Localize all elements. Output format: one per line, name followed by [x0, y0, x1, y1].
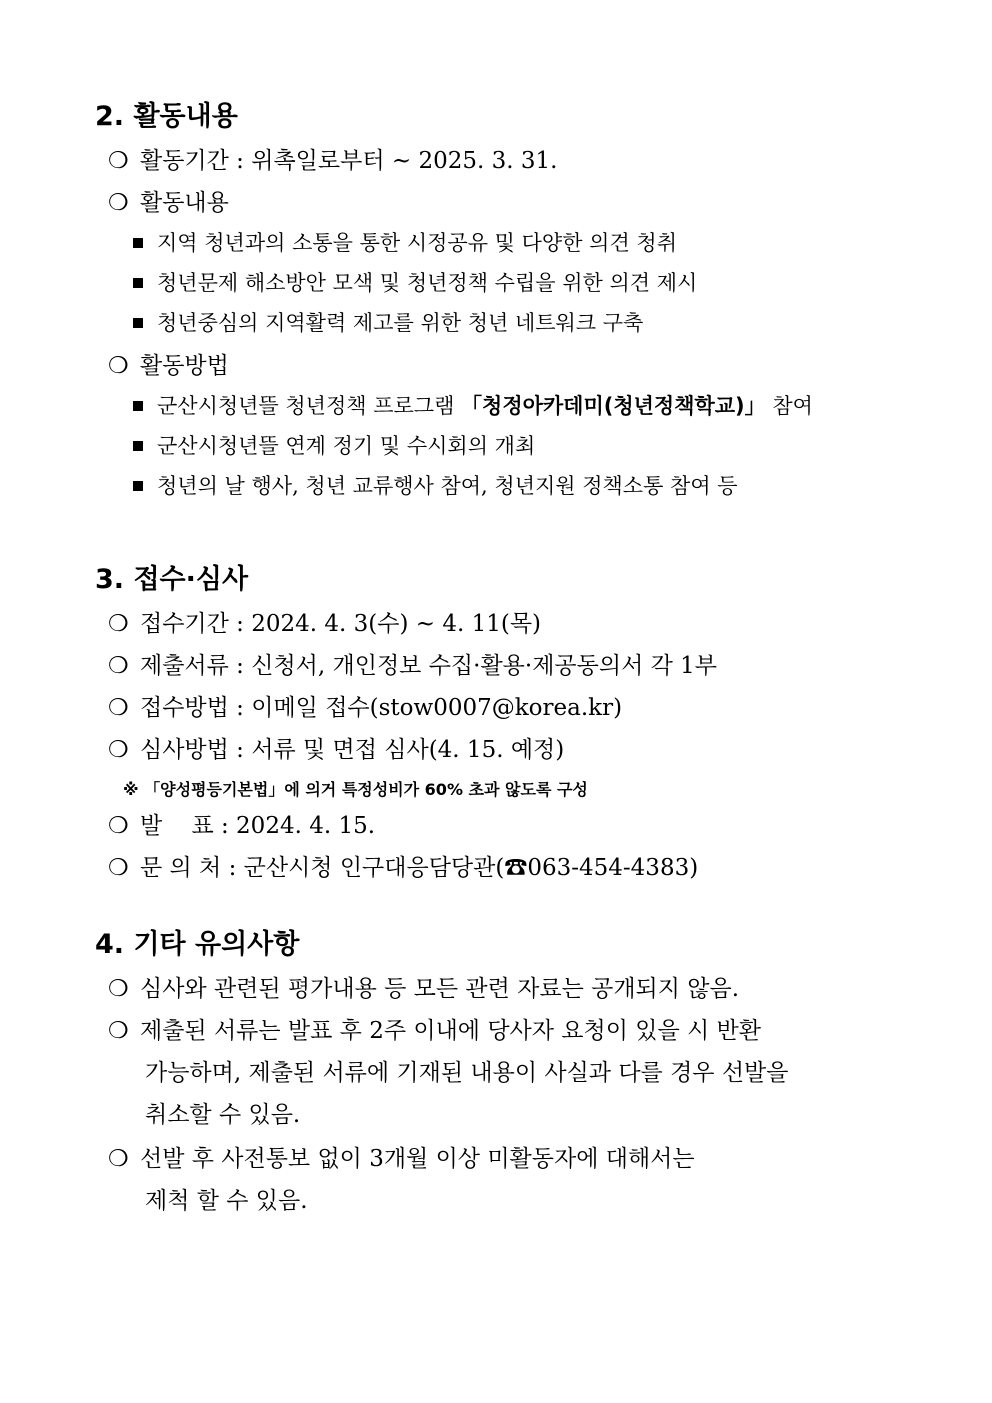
list-item: ❍ 선발 후 사전통보 없이 3개월 이상 미활동자에 대해서는 [108, 1143, 695, 1175]
list-item-continuation: 제척 할 수 있음. [145, 1188, 308, 1214]
sub-list-item: 군산시청년뜰 연계 정기 및 수시회의 개최 [133, 431, 535, 461]
square-bullet-icon [133, 238, 143, 248]
list-item: ❍ 접수기간 : 2024. 4. 3(수) ~ 4. 11(목) [108, 608, 541, 640]
sub-list-item: 청년중심의 지역활력 제고를 위한 청년 네트워크 구축 [133, 308, 643, 338]
circle-bullet-icon: ❍ [108, 353, 129, 379]
list-item: ❍ 활동기간 : 위촉일로부터 ~ 2025. 3. 31. [108, 145, 557, 177]
circle-bullet-icon: ❍ [108, 1018, 129, 1044]
list-item: ❍ 발 표 : 2024. 4. 15. [108, 810, 375, 842]
circle-bullet-icon: ❍ [108, 976, 129, 1002]
square-bullet-icon [133, 481, 143, 491]
circle-bullet-icon: ❍ [108, 611, 129, 637]
circle-bullet-icon: ❍ [108, 855, 129, 881]
list-item: ❍ 심사방법 : 서류 및 면접 심사(4. 15. 예정) [108, 734, 564, 766]
sub-list-item: 지역 청년과의 소통을 통한 시정공유 및 다양한 의견 청취 [133, 228, 677, 258]
square-bullet-icon [133, 278, 143, 288]
list-item: ❍ 활동방법 [108, 350, 229, 382]
section-heading-activities: 2. 활동내용 [95, 101, 238, 132]
list-item: ❍ 제출서류 : 신청서, 개인정보 수집·활용·제공동의서 각 1부 [108, 650, 717, 682]
circle-bullet-icon: ❍ [108, 148, 129, 174]
list-item-continuation: 취소할 수 있음. [145, 1102, 301, 1128]
list-item: ❍ 심사와 관련된 평가내용 등 모든 관련 자료는 공개되지 않음. [108, 973, 739, 1005]
circle-bullet-icon: ❍ [108, 190, 129, 216]
list-item-continuation: 가능하며, 제출된 서류에 기재된 내용이 사실과 다를 경우 선발을 [145, 1060, 789, 1086]
square-bullet-icon [133, 441, 143, 451]
list-item: ❍ 접수방법 : 이메일 접수(stow0007@korea.kr) [108, 692, 622, 724]
sub-list-item: 청년의 날 행사, 청년 교류행사 참여, 청년지원 정책소통 참여 등 [133, 471, 738, 501]
list-item: ❍ 활동내용 [108, 187, 229, 219]
sub-list-item: 군산시청년뜰 청년정책 프로그램 「청정아카데미(청년정책학교)」 참여 [133, 391, 813, 421]
square-bullet-icon [133, 318, 143, 328]
circle-bullet-icon: ❍ [108, 695, 129, 721]
sub-list-item: 청년문제 해소방안 모색 및 청년정책 수립을 위한 의견 제시 [133, 268, 697, 298]
note-text: ※ 「양성평등기본법」에 의거 특정성비가 60% 초과 않도록 구성 [123, 780, 588, 799]
circle-bullet-icon: ❍ [108, 1146, 129, 1172]
section-heading-notes: 4. 기타 유의사항 [95, 929, 300, 960]
list-item: ❍ 문 의 처 : 군산시청 인구대응담당관(☎063-454-4383) [108, 852, 698, 884]
program-name: 「청정아카데미(청년정책학교)」 [461, 394, 766, 418]
list-item: ❍ 제출된 서류는 발표 후 2주 이내에 당사자 요청이 있을 시 반환 [108, 1015, 761, 1047]
circle-bullet-icon: ❍ [108, 813, 129, 839]
circle-bullet-icon: ❍ [108, 653, 129, 679]
section-heading-application: 3. 접수·심사 [95, 564, 249, 595]
square-bullet-icon [133, 401, 143, 411]
circle-bullet-icon: ❍ [108, 737, 129, 763]
